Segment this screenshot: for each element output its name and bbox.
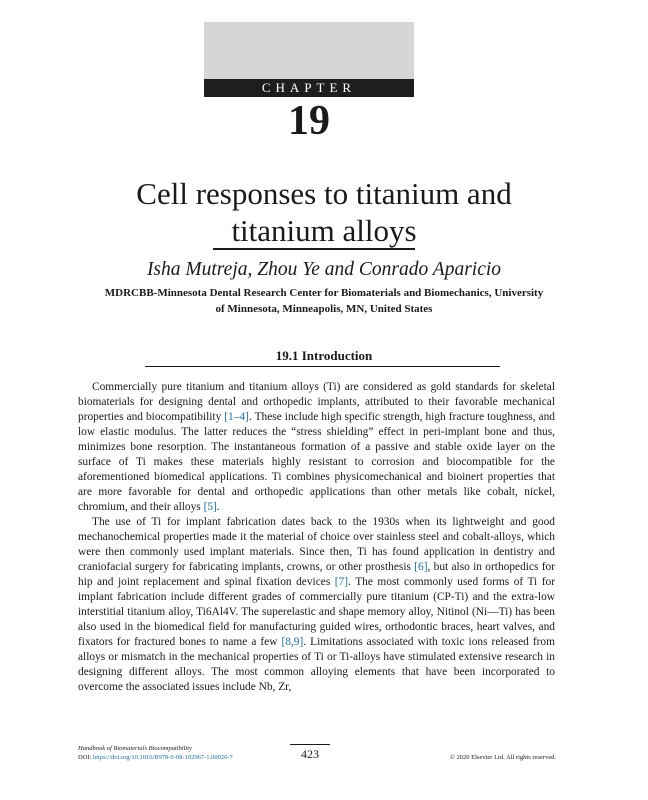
- section-underline: [145, 366, 500, 367]
- paragraph-1-text-a: Commercially pure titanium and titanium alloys (Ti) are considered as gold standards for skeletal biomaterials for designing dental and orthopedic implants, attributed to their favorable mechanical properties and biocompatibility: [78, 381, 555, 423]
- chapter-title-line-1: Cell responses to titanium and: [136, 176, 512, 211]
- paragraph-1-text-b: . These include high specific strength, high fracture toughness, and low elastic modulus. The latter reduces the “stress shielding” effect in peri-implant bone and thus, minimizes bone resorption. The instantaneous formation of a passive and stable oxide layer on the surface of Ti makes these materials highly resistant to corrosion and biocompatible for the aforementioned biomedical applications. Ti combines physicomechanical and bioinert properties that are more favorable for dental and orthopedic applications than other metals like cobalt, nickel, chromium, and their alloys: [78, 411, 555, 513]
- chapter-label: CHAPTER: [204, 79, 414, 97]
- chapter-header-block: [204, 22, 414, 97]
- body-text: [78, 380, 555, 695]
- paragraph-2: [78, 515, 555, 695]
- page-number: 423: [301, 747, 319, 761]
- citation-link[interactable]: [7]: [334, 576, 349, 588]
- affiliation-line-1: MDRCBB-Minnesota Dental Research Center for Biomaterials and Biomechanics, University: [104, 287, 544, 299]
- paragraph-2-text-b: , but also in orthopedics for hip and joint replacement and spinal fixation devices: [78, 561, 556, 588]
- author-list: Isha Mutreja, Zhou Ye and Conrado Aparicio: [146, 259, 502, 280]
- paragraph-1: [78, 380, 555, 515]
- section-heading: 19.1 Introduction: [275, 348, 373, 363]
- citation-link[interactable]: [1–4]: [224, 411, 249, 423]
- citation-link[interactable]: [8,9]: [281, 636, 304, 648]
- doi-line: [78, 753, 233, 762]
- title-underline: [213, 248, 415, 250]
- paragraph-2-text-a: The use of Ti for implant fabrication dates back to the 1930s when its lightweight and good mechanochemical properties made it the material of choice over stainless steel and cobalt-alloys, which were then commonly used implant materials. Since then, Ti has found application in dentistry and craniofacial surgery for fabricating implants, crowns, or other prosthesis: [78, 516, 555, 573]
- chapter-title: [60, 175, 588, 249]
- affiliation-line-2: of Minnesota, Minneapolis, MN, United States: [215, 303, 433, 315]
- paragraph-2-text-c: . The most commonly used forms of Ti for implant fabrication include different grades of commercially pure titanium (CP-Ti) and the extra-low interstitial titanium alloy, Ti6Al4V. The superelastic and shape memory alloy, Nitinol (Ni—Ti) has been also used in the biomedical field for manufacturing guided wires, orthodontic braces, heart valves, and fixators for fractured bones to name a few: [78, 576, 556, 648]
- citation-link[interactable]: [5]: [203, 501, 217, 513]
- paragraph-1-text-c: .: [216, 501, 220, 513]
- affiliation: [60, 285, 588, 317]
- chapter-number: 19: [288, 98, 330, 144]
- citation-link[interactable]: [6]: [414, 561, 428, 573]
- chapter-title-line-2: titanium alloys: [231, 213, 417, 248]
- copyright-notice: © 2020 Elsevier Ltd. All rights reserved.: [449, 754, 556, 761]
- footer-rule: [290, 744, 330, 745]
- paragraph-2-text-d: . Limitations associated with toxic ions released from alloys or mismatch in the mechanical properties of Ti or Ti-alloys have stimulated extensive research in designing different alloys. The most common alloying elements that have been incorporated to overcome the associated issues include Nb, Zr,: [78, 636, 555, 693]
- doi-label: DOI:: [78, 754, 93, 761]
- doi-link[interactable]: https://doi.org/10.1016/B978-0-08-102967-1.00020-7: [92, 754, 233, 761]
- book-title: Handbook of Biomaterials Biocompatibility: [78, 745, 192, 752]
